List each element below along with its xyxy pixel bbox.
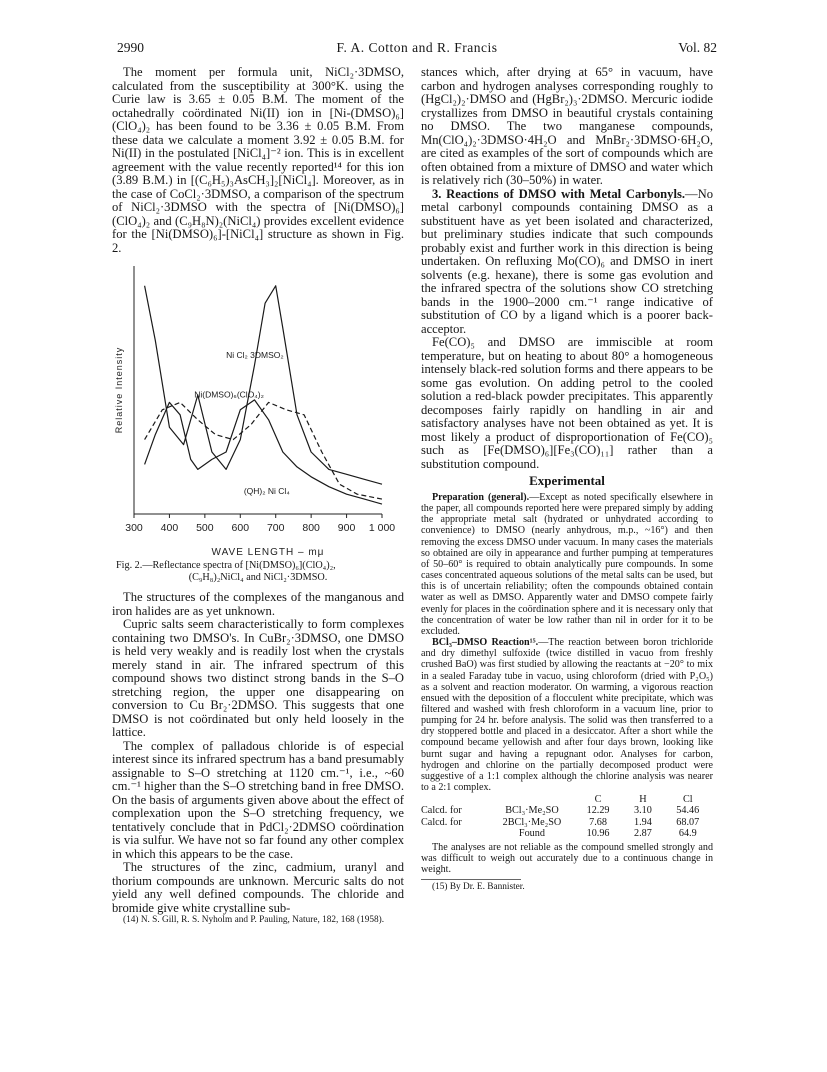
x-tick-label: 700 [266, 522, 285, 534]
analysis-table [421, 794, 713, 839]
paragraph-zinc: The structures of the zinc, cadmium, uranyl and thorium compounds are unknown. Mercuric salts do not yield any well defined compounds. The chloride and bromide give white crystalline sub- [112, 860, 404, 915]
paragraph-manganous: The structures of the complexes of the manganous and iron halides are as yet unknown. [112, 590, 404, 618]
x-axis-label: WAVE LENGTH – mμ [211, 547, 325, 558]
section-3-paragraph [421, 188, 713, 337]
series-label-qh2-nicl4: (QH)₂ Ni Cl₄ [243, 486, 290, 497]
footnote-divider [421, 879, 521, 880]
paragraph-palladous: The complex of palladous chloride is of especial interest since its infrared spectrum has a band presumably assignable to S–O stretching at 1120 cm.⁻¹, i.e., ~60 cm.⁻¹ higher than the S–O stretching band in free DMSO. On the basis of arguments given above about the effect of complexation upon the S–O stretching frequency, we tentatively conclude that in PdCl₂·2DMSO coördination is via sulfur. We have not so far found any other complex in which this appears to be the case. [112, 738, 404, 861]
bcl3-title: BCl₃–DMSO Reaction¹⁵. [432, 637, 539, 649]
figure-caption [116, 560, 400, 583]
table-cell: 2BCl₃·Me₂SO [502, 816, 562, 828]
caption-line-2: (C₉H₈)₂NiCl₄ and NiCl₂·3DMSO. [188, 571, 328, 583]
page-header [117, 40, 717, 58]
running-title-authors: F. A. Cotton and R. Francis [336, 40, 498, 55]
experimental-heading: Experimental [529, 473, 605, 488]
table-header-cell: Cl [682, 794, 693, 806]
analysis-note: The analyses are not reliable as the compound smelled strongly and was difficult to weigh out accurately due to a continuous change in weight. [421, 842, 713, 876]
table-row [421, 817, 713, 828]
paragraph-magnetic-moment: The moment per formula unit, NiCl₂·3DMSO, calculated from the susceptibility at 300°K. using the Curie law is 3.65 ± 0.05 B.M. The moment of the octahedrally coördinated Ni(II) ion in [Ni-(DMSO)₆](ClO₄)₂ has been found to be 3.36 ± 0.05 B.M. From these data we calculate a moment 3.92 ± 0.05 B.M. for Ni(II) in the postulated [NiCl₄]⁻² ion. This is in excellent agreement with the value recently reported¹⁴ for this ion (3.89 B.M.) in [(C₆H₅)₃AsCH₃]₂[NiCl₄]. Moreover, as in the case of CoCl₂·3DMSO, a comparison of the spectrum of NiCl₂·3DMSO with the spectra of [Ni(DMSO)₆](ClO₄)₂ and (C₉H₈N)₂(NiCl₄) provides excellent evidence for the [Ni(DMSO)₆]-[NiCl₄] structure as shown in Fig. 2. [112, 65, 404, 255]
y-axis-label: Relative Intensity [114, 346, 124, 434]
table-cell: Calcd. for [421, 805, 462, 817]
table-cell: 7.68 [589, 816, 607, 828]
table-cell: 64.9 [678, 827, 697, 839]
series-line [145, 286, 382, 484]
caption-line-1: Fig. 2.—Reflectance spectra of [Ni(DMSO)₆](ClO₄)₂, [116, 560, 336, 571]
table-row [421, 828, 713, 839]
footnote-15: (15) By Dr. E. Bannister. [432, 881, 525, 892]
paragraph-iron-carbonyl: Fe(CO)₅ and DMSO are immiscible at room temperature, but on heating to about 80° a homogeneous intensely black-red solution forms and there appears to be some gas evolution. On adding petrol to the cooled solution a red-black powder precipitates. This apparently decomposes fairly rapidly on handling in air and satisfactory analyses have not been obtained as yet. It is most likely a product of disproportionation of Fe(CO)₅ such as [Fe(DMSO)₆][Fe₃(CO)₁₁] rather than a substitution compound. [421, 335, 713, 471]
bcl3-text: —The reaction between boron trichloride and dry dimethyl sulfoxide (twice distilled in vacuo from freshly crushed BaO) was first studied by allowing the reactants at −20° to mix in a sealed Faraday tube in vacuo, using chloroform (dried with P₂O₅) as a solvent and reaction moderator. On warming, a vigorous reaction ensued with the deposition of a flocculent white precipitate, which was filtered and washed with fresh chloroform in a vacuum line, prior to pumping for 24 hr. before analysis. The solid was then transferred to a dry stoppered bottle and placed in a desiccator. After a short while the compound became yellowish and after four days brown, looking like burnt sugar and having a repugnant odor. Analyses for carbon, hydrogen and chlorine on the partially decomposed product were suggestive of a 1:1 complex although the chlorine analysis was nearer to a 2:1 complex. [421, 637, 713, 794]
preparation-paragraph [421, 492, 713, 637]
table-cell: BCl₃·Me₂SO [505, 805, 559, 817]
footnote-14: (14) N. S. Gill, R. S. Nyholm and P. Pauling, Nature, 182, 168 (1958). [123, 915, 385, 925]
table-cell: 68.07 [676, 816, 700, 828]
table-header-cell [491, 794, 573, 805]
paragraph-cupric: Cupric salts seem characteristically to form complexes containing two DMSO's. In CuBr₂·3DMSO, one DMSO is held very weakly and is readily lost when the crystals merely stand in air. The infrared spectrum of this compound shows two distinct strong bands in the S–O stretching region, the upper one disappearing on conversion to Cu Br₂·2DMSO. This suggests that one DMSO is not coördinated but only held loosely in the lattice. [112, 617, 404, 739]
reflectance-chart [112, 258, 404, 558]
table-cell: Found [518, 827, 545, 839]
table-cell: Calcd. for [421, 816, 462, 828]
series-label-nicl2-3dmso: Ni Cl₂ 3DMSO₂ [226, 349, 284, 360]
left-column [112, 66, 404, 926]
paragraph-mercuric: stances which, after drying at 65° in vacuum, have carbon and hydrogen analyses corresponding roughly to (HgCl₂)₂·DMSO and (HgBr₂)₃·2DMSO. Mercuric iodide crystallizes from DMSO in beautiful crystals containing no DMSO. The two manganese compounds, Mn(ClO₄)₂·3DMSO·4H₂O and MnBr₂·3DMSO·6H₂O, are cited as examples of the sort of compounds which are often obtained from a mixture of DMSO and water which is relatively rich (30–50%) in water. [421, 65, 713, 187]
table-cell: 3.10 [633, 805, 652, 817]
table-cell: 2.87 [633, 827, 652, 839]
x-tick-label: 900 [337, 522, 356, 534]
preparation-text: —Except as noted specifically elsewhere in the paper, all compounds reported here were prepared simply by adding the appropriate metal salt (hydrated or unhydrated according to convenience) to DMSO (nearly anhydrous, m.p., ~16°) and then removing the excess DMSO under vacuum. In many cases the materials so obtained are oily in appearance and further pumping at temperatures of 50–60° is required to obtain analytically pure compounds. In some cases concentrated aqueous solutions of the metal salts can be used, but this is of uncertain reliability; often the compounds obtained contain water as well as DMSO. Apparently water and DMSO compete fairly evenly for places in the coördination sphere and it is necessary only that the concentration of water be low rather than nil in order for it to be excluded. [421, 492, 713, 637]
table-header-cell: H [639, 794, 647, 806]
x-tick-label: 800 [302, 522, 320, 534]
x-tick-label: 400 [160, 522, 179, 534]
table-header-cell: C [594, 794, 602, 806]
table-header-row [421, 794, 713, 805]
table-cell: 54.46 [676, 805, 700, 817]
table-row [421, 805, 713, 816]
x-tick-label: 300 [125, 522, 143, 534]
x-tick-label: 600 [231, 522, 250, 534]
preparation-title: Preparation (general). [432, 492, 530, 503]
figure-2 [112, 258, 404, 558]
table-cell [421, 828, 491, 839]
page-number: 2990 [117, 40, 144, 55]
section-3-title: 3. Reactions of DMSO with Metal Carbonyls. [432, 186, 685, 201]
table-cell: 12.29 [586, 805, 610, 817]
x-tick-label: 500 [196, 522, 214, 534]
table-cell: 10.96 [586, 827, 610, 839]
x-tick-label: 1 000 [368, 522, 396, 534]
volume-label: Vol. 82 [678, 40, 717, 55]
table-header-cell [421, 794, 491, 805]
table-cell: 1.94 [633, 816, 652, 828]
right-column [421, 66, 713, 892]
bcl3-paragraph [421, 637, 713, 793]
section-3-text: —No metal carbonyl compounds containing DMSO as a substituent have as yet been isolated and characterized, but preliminary studies indicate that such compounds probably exist and further work in this direction is being undertaken. On refluxing Mo(CO)₆ and DMSO in inert solvents (e.g. hexane), there is some gas evolution and the infrared spectra of the solutions show CO stretching bands in the 1900–2000 cm.⁻¹ range indicative of substitution of CO by a ligand which is a poorer back-acceptor. [421, 186, 713, 336]
series-label-ni-dmso-clo4: Ni(DMSO)₆(ClO₄)₂ [194, 389, 264, 400]
